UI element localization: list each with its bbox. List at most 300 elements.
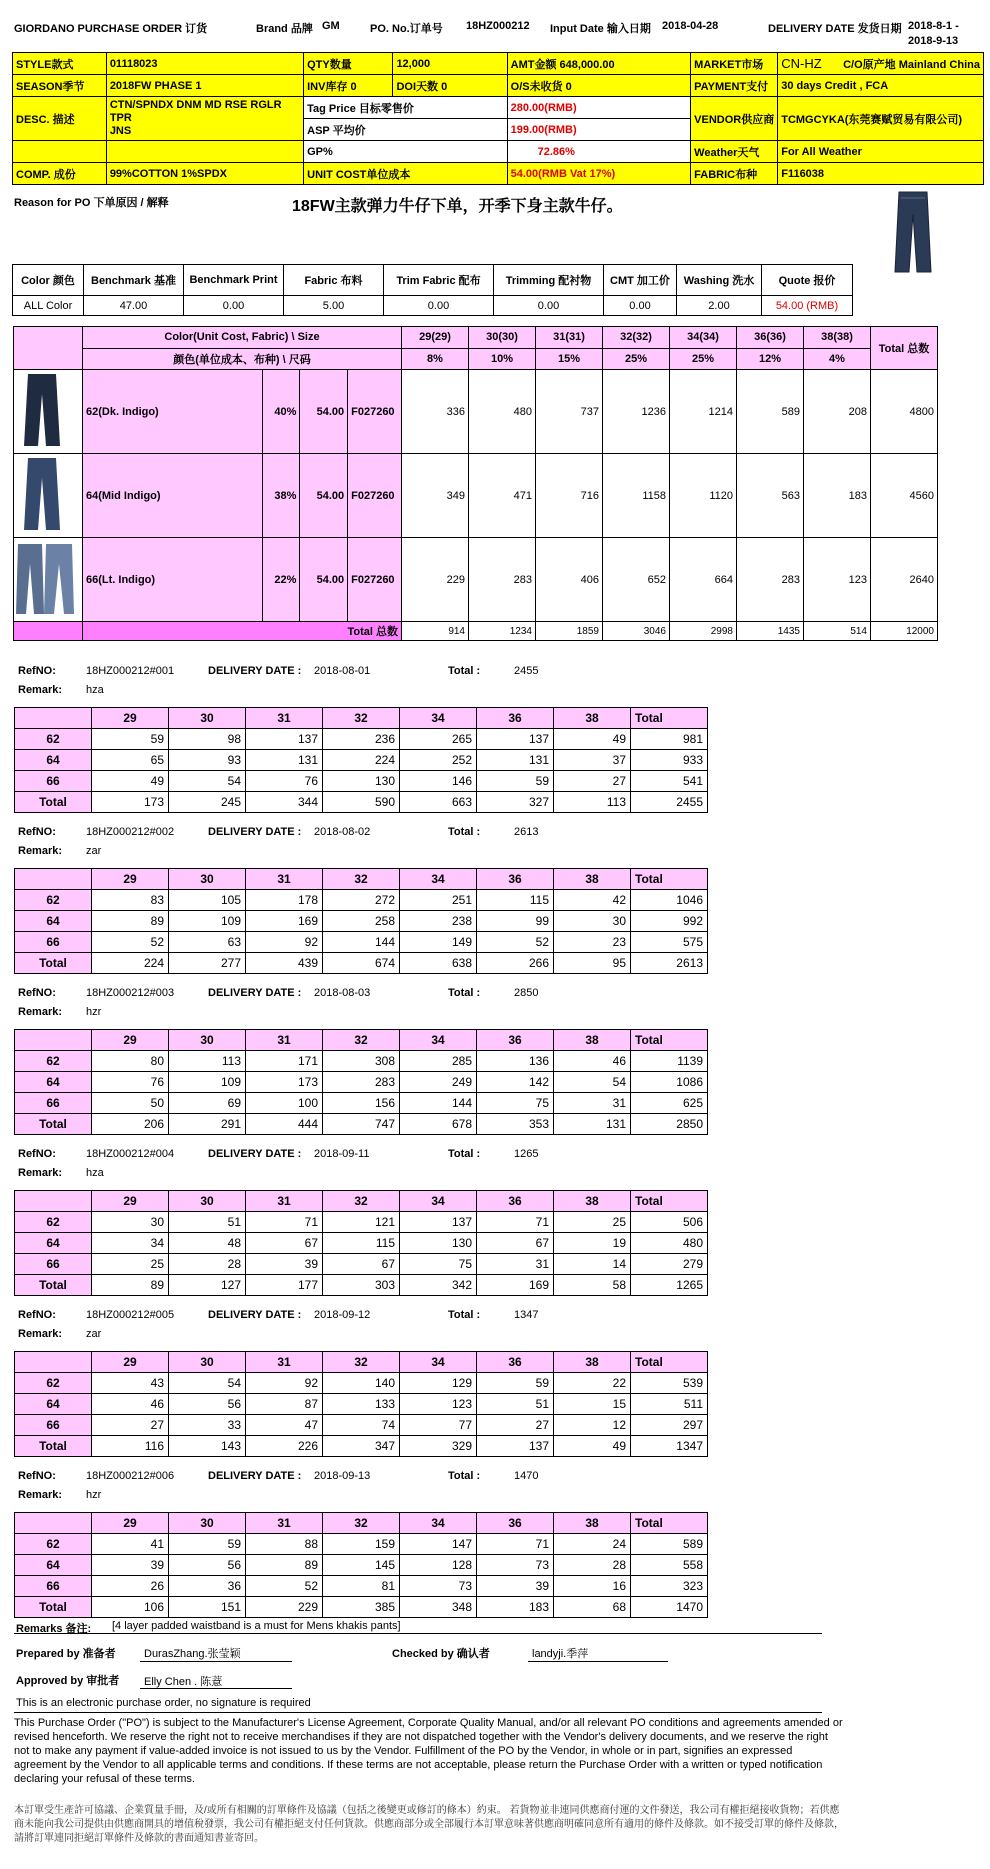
delivery-qty-cell: 65	[92, 750, 169, 771]
delivery-date: 2018-08-03	[314, 987, 371, 999]
product-image-cell	[14, 370, 83, 454]
cost-cell: 47.00	[84, 296, 184, 316]
total-label: Total :	[448, 987, 481, 999]
delivery-date-label: DELIVERY DATE :	[208, 665, 302, 677]
delivery-date-label: DELIVERY DATE :	[208, 1148, 302, 1160]
row-total: 2640	[871, 538, 938, 622]
delivery-date: 2018-08-01	[314, 665, 371, 677]
ratio-cell: 25%	[670, 348, 737, 370]
delivery-qty-cell: 308	[323, 1051, 400, 1072]
ref-label: RefNO:	[18, 665, 56, 677]
delivery-qty-cell: 323	[631, 1576, 708, 1597]
grand-total: 12000	[871, 622, 938, 641]
delivery-col-header: 38	[554, 708, 631, 729]
delivery-col-header: 32	[323, 869, 400, 890]
blank-cell	[106, 141, 303, 163]
cost-header: Quote 报价	[762, 265, 853, 296]
delivery-qty-cell: 146	[400, 771, 477, 792]
delivery-qty-cell: 73	[477, 1555, 554, 1576]
total-label: Total :	[448, 1470, 481, 1482]
doi-value: 0	[441, 80, 448, 93]
delivery-qty-cell: 56	[169, 1555, 246, 1576]
delivery-qty-cell: 75	[477, 1093, 554, 1114]
delivery-size-table	[14, 868, 708, 974]
grand-cell: 1859	[536, 622, 603, 641]
delivery-total-row	[15, 792, 708, 813]
delivery-qty-cell: 115	[323, 1233, 400, 1254]
total-label: Total :	[448, 826, 481, 838]
delivery-col-header: 29	[92, 1513, 169, 1534]
delivery-col-header: 29	[92, 869, 169, 890]
delivery-qty-cell: 54	[169, 771, 246, 792]
delivery-qty-cell: 19	[554, 1233, 631, 1254]
delivery-qty-cell: 109	[169, 1072, 246, 1093]
delivery-col-header: Total	[631, 1352, 708, 1373]
delivery-date: 2018-09-13	[314, 1470, 371, 1482]
delivery-qty-cell: 249	[400, 1072, 477, 1093]
delivery-qty-cell: 99	[477, 911, 554, 932]
delivery-col-header: 31	[246, 1513, 323, 1534]
delivery-size-table	[14, 1351, 708, 1457]
delivery-size-table	[14, 1029, 708, 1135]
remark-value: hzr	[86, 1006, 102, 1018]
delivery-qty-cell: 327	[477, 792, 554, 813]
size-col-header: 31(31)	[536, 327, 603, 349]
delivery-row-label: Total	[15, 953, 92, 974]
delivery-qty-cell: 638	[400, 953, 477, 974]
color-cost: 54.00	[300, 370, 348, 454]
delivery-qty-cell: 511	[631, 1394, 708, 1415]
color-name: 64(Mid Indigo)	[83, 454, 263, 538]
cost-header: CMT 加工价	[604, 265, 677, 296]
delivery-row	[15, 1394, 708, 1415]
delivery-qty-cell: 14	[554, 1254, 631, 1275]
delivery-col-header: 34	[400, 1191, 477, 1212]
delivery-qty-cell: 151	[169, 1597, 246, 1618]
delivery-qty-cell: 590	[323, 792, 400, 813]
qty-cell: 737	[536, 370, 603, 454]
delivery-qty-cell: 1086	[631, 1072, 708, 1093]
cost-cell: 2.00	[677, 296, 762, 316]
delivery-col-header: 32	[323, 1352, 400, 1373]
delivery-row-label: 62	[15, 1051, 92, 1072]
qty-cell: 716	[536, 454, 603, 538]
delivery-qty-cell: 169	[477, 1275, 554, 1296]
delivery-qty-cell: 88	[246, 1534, 323, 1555]
delivery-qty-cell: 27	[477, 1415, 554, 1436]
delivery-row	[15, 750, 708, 771]
delivery-qty-cell: 137	[400, 1212, 477, 1233]
delivery-col-header	[15, 1030, 92, 1051]
product-image-cell	[14, 538, 83, 622]
delivery-qty-cell: 30	[92, 1212, 169, 1233]
delivery-col-header: Total	[631, 869, 708, 890]
qty-cell: 208	[804, 370, 871, 454]
desc-value	[106, 97, 303, 141]
delivery-qty-cell: 992	[631, 911, 708, 932]
remark-label: Remark:	[18, 845, 63, 857]
delivery-qty-cell: 115	[477, 890, 554, 911]
delivery-row	[15, 890, 708, 911]
delivery-row-label: 64	[15, 1233, 92, 1254]
delivery-date-end: 2018-9-13	[908, 35, 959, 47]
cost-header: Trim Fabric 配布	[384, 265, 494, 296]
delivery-qty-cell: 25	[554, 1212, 631, 1233]
qty-cell: 283	[737, 538, 804, 622]
ratio-cell: 10%	[469, 348, 536, 370]
gp-value: 72.86%	[507, 141, 691, 163]
po-number: 18HZ000212	[466, 20, 530, 32]
vendor-value: TCMGCYKA(东莞赛赋贸易有限公司)	[778, 97, 984, 141]
color-row	[14, 454, 938, 538]
delivery-qty-cell: 54	[554, 1072, 631, 1093]
delivery-qty-cell: 59	[477, 1373, 554, 1394]
delivery-row-label: Total	[15, 1114, 92, 1135]
delivery-qty-cell: 539	[631, 1373, 708, 1394]
cost-header: Washing 洗水	[677, 265, 762, 296]
row-total: 4800	[871, 370, 938, 454]
remark-label: Remark:	[18, 1328, 63, 1340]
delivery-qty-cell: 76	[92, 1072, 169, 1093]
os-label: O/S未收货	[510, 80, 563, 93]
color-fabric: F027260	[348, 370, 402, 454]
delivery-col-header: 38	[554, 1352, 631, 1373]
delivery-qty-cell: 1046	[631, 890, 708, 911]
delivery-qty-cell: 251	[400, 890, 477, 911]
delivery-qty-cell: 297	[631, 1415, 708, 1436]
delivery-qty-cell: 77	[400, 1415, 477, 1436]
delivery-col-header	[15, 1352, 92, 1373]
delivery-qty-cell: 229	[246, 1597, 323, 1618]
qty-cell: 406	[536, 538, 603, 622]
color-cost: 54.00	[300, 538, 348, 622]
delivery-qty-cell: 272	[323, 890, 400, 911]
delivery-row-label: 64	[15, 1394, 92, 1415]
remark-label: Remark:	[18, 1006, 63, 1018]
delivery-qty-cell: 49	[92, 771, 169, 792]
cost-header: Benchmark 基准	[84, 265, 184, 296]
delivery-qty-cell: 87	[246, 1394, 323, 1415]
delivery-col-header: Total	[631, 1030, 708, 1051]
delivery-header-row	[15, 869, 708, 890]
remarks-text: [4 layer padded waistband is a must for Mens khakis pants]	[112, 1620, 401, 1632]
po-title: GIORDANO PURCHASE ORDER 订货	[14, 23, 208, 35]
checked-label: Checked by 确认者	[392, 1648, 490, 1660]
cost-cell: 5.00	[284, 296, 384, 316]
delivery-date-start: 2018-8-1 -	[908, 20, 959, 32]
delivery-col-header: 36	[477, 1352, 554, 1373]
delivery-qty-cell: 56	[169, 1394, 246, 1415]
delivery-qty-cell: 93	[169, 750, 246, 771]
doi-cell	[393, 75, 507, 97]
delivery-qty-cell: 46	[92, 1394, 169, 1415]
size-col-header: 38(38)	[804, 327, 871, 349]
delivery-col-header	[15, 708, 92, 729]
delivery-row-label: 66	[15, 1415, 92, 1436]
divider	[14, 1633, 822, 1634]
qty-cell: 1120	[670, 454, 737, 538]
delivery-qty-cell: 1139	[631, 1051, 708, 1072]
delivery-qty-cell: 291	[169, 1114, 246, 1135]
delivery-qty-cell: 39	[477, 1576, 554, 1597]
delivery-col-header: 36	[477, 1191, 554, 1212]
delivery-qty-cell: 747	[323, 1114, 400, 1135]
delivery-col-header: 36	[477, 1030, 554, 1051]
delivery-qty-cell: 252	[400, 750, 477, 771]
market-label: MARKET市场	[691, 53, 778, 75]
delivery-qty-cell: 303	[323, 1275, 400, 1296]
brand-label: Brand 品牌	[256, 23, 313, 35]
delivery-col-header: 29	[92, 1030, 169, 1051]
divider	[14, 1712, 822, 1713]
delivery-qty-cell: 105	[169, 890, 246, 911]
delivery-qty-cell: 63	[169, 932, 246, 953]
cost-header: Benchmark Print	[184, 265, 284, 296]
amount-label: AMT金额	[510, 58, 557, 71]
delivery-qty-cell: 59	[477, 771, 554, 792]
delivery-col-header: 31	[246, 1030, 323, 1051]
delivery-total-row	[15, 1275, 708, 1296]
delivery-qty-cell: 143	[169, 1436, 246, 1457]
delivery-col-header: 38	[554, 1191, 631, 1212]
delivery-qty-cell: 439	[246, 953, 323, 974]
delivery-qty-cell: 59	[169, 1534, 246, 1555]
delivery-size-table	[14, 1512, 708, 1618]
qty-cell: 664	[670, 538, 737, 622]
delivery-qty-cell: 71	[477, 1534, 554, 1555]
remark-label: Remark:	[18, 1167, 63, 1179]
vendor-label: VENDOR供应商	[691, 97, 778, 141]
delivery-qty-cell: 92	[246, 1373, 323, 1394]
delivery-col-header: 34	[400, 1513, 477, 1534]
delivery-qty-cell: 54	[169, 1373, 246, 1394]
delivery-qty-cell: 329	[400, 1436, 477, 1457]
delivery-qty-cell: 28	[169, 1254, 246, 1275]
delivery-qty-cell: 73	[400, 1576, 477, 1597]
delivery-qty-cell: 137	[477, 729, 554, 750]
ref-number: 18HZ000212#005	[86, 1309, 175, 1321]
comp-value: 99%COTTON 1%SPDX	[106, 163, 303, 185]
ref-number: 18HZ000212#004	[86, 1148, 175, 1160]
grand-cell: 514	[804, 622, 871, 641]
tag-price-label: Tag Price 目标零售价	[304, 97, 508, 119]
product-image-cell	[14, 454, 83, 538]
quote-cell: 54.00 (RMB)	[762, 296, 853, 316]
delivery-col-header: 30	[169, 1352, 246, 1373]
delivery-row-label: 66	[15, 1093, 92, 1114]
delivery-col-header: 32	[323, 708, 400, 729]
delivery-qty-cell: 131	[554, 1114, 631, 1135]
electronic-notice: This is an electronic purchase order, no signature is required	[16, 1697, 311, 1709]
delivery-qty-cell: 67	[323, 1254, 400, 1275]
delivery-col-header: 34	[400, 708, 477, 729]
delivery-qty-cell: 39	[246, 1254, 323, 1275]
legal-terms-cn: 本訂單受生產許可協議、企業質量手冊，及/或所有相關的訂單條件及協議（包括之後變更或修訂的條本）約束。 若貨物並非連同供應商付運的文件發送，我公司有權拒絕接收貨物；若供應商未能向我公司提供由供應商開具的增值稅發票，我公司有權拒絕支付任何貨款。供應商部分或全部履行本訂單意味著供應商明確同意所有適用的條件及條款。如不接受訂單的條件及條款，請將訂單連同拒絕訂單條件及條款的書面通知書並寄回。	[14, 1805, 844, 1844]
payment-label: PAYMENT支付	[691, 75, 778, 97]
delivery-qty-cell: 2455	[631, 792, 708, 813]
size-col-header: 32(32)	[603, 327, 670, 349]
delivery-qty-cell: 59	[92, 729, 169, 750]
delivery-qty-cell: 89	[92, 1275, 169, 1296]
os-value: 0	[565, 80, 572, 93]
qty-cell: 183	[804, 454, 871, 538]
delivery-qty-cell: 149	[400, 932, 477, 953]
remarks-label: Remarks 备注:	[16, 1623, 92, 1635]
delivery-qty-cell: 39	[92, 1555, 169, 1576]
delivery-col-header: 30	[169, 1513, 246, 1534]
delivery-qty-cell: 48	[169, 1233, 246, 1254]
delivery-qty-cell: 123	[400, 1394, 477, 1415]
delivery-col-header: 31	[246, 1352, 323, 1373]
grand-cell: 2998	[670, 622, 737, 641]
total-label: Total :	[448, 665, 481, 677]
po-header	[14, 20, 986, 47]
color-name: 62(Dk. Indigo)	[83, 370, 263, 454]
color-pct: 38%	[262, 454, 300, 538]
delivery-total-row	[15, 953, 708, 974]
delivery-col-header: 32	[323, 1030, 400, 1051]
delivery-date: 2018-09-11	[314, 1148, 370, 1160]
delivery-qty-cell: 506	[631, 1212, 708, 1233]
cost-breakdown-table	[12, 264, 853, 316]
row-total: 4560	[871, 454, 938, 538]
delivery-qty-cell: 89	[92, 911, 169, 932]
inv-cell	[304, 75, 393, 97]
total-label: Total :	[448, 1309, 481, 1321]
reason-label: Reason for PO 下单原因 / 解释	[14, 197, 169, 209]
delivery-qty-cell: 76	[246, 771, 323, 792]
color-pct: 40%	[262, 370, 300, 454]
delivery-qty-cell: 206	[92, 1114, 169, 1135]
desc-label: DESC. 描述	[13, 97, 107, 141]
tag-price-value: 280.00(RMB)	[507, 97, 691, 119]
delivery-col-header: 36	[477, 708, 554, 729]
delivery-qty-cell: 224	[323, 750, 400, 771]
color-row	[14, 370, 938, 454]
cost-header: Fabric 布料	[284, 265, 384, 296]
delivery-qty-cell: 27	[554, 771, 631, 792]
delivery-col-header: 31	[246, 1191, 323, 1212]
total-value: 2850	[514, 987, 539, 999]
delivery-row	[15, 771, 708, 792]
delivery-header-row	[15, 1191, 708, 1212]
input-date: 2018-04-28	[662, 20, 719, 32]
desc-line-2: JNS	[109, 125, 132, 137]
delivery-row	[15, 729, 708, 750]
delivery-qty-cell: 89	[246, 1555, 323, 1576]
delivery-qty-cell: 67	[246, 1233, 323, 1254]
delivery-col-header: 31	[246, 708, 323, 729]
origin-label: C/O原产地	[843, 58, 896, 71]
delivery-col-header: 30	[169, 869, 246, 890]
brand-value: GM	[322, 20, 340, 32]
delivery-qty-cell: 98	[169, 729, 246, 750]
delivery-row	[15, 911, 708, 932]
remark-value: zar	[86, 1328, 102, 1340]
qty-cell: 336	[402, 370, 469, 454]
ratio-cell: 25%	[603, 348, 670, 370]
delivery-qty-cell: 69	[169, 1093, 246, 1114]
delivery-row-label: 66	[15, 771, 92, 792]
delivery-col-header: 34	[400, 1352, 477, 1373]
qty-cell: 1236	[603, 370, 670, 454]
fabric-label: FABRIC布种	[691, 163, 778, 185]
delivery-qty-cell: 129	[400, 1373, 477, 1394]
delivery-qty-cell: 24	[554, 1534, 631, 1555]
delivery-col-header: 30	[169, 1030, 246, 1051]
color-fabric: F027260	[348, 538, 402, 622]
delivery-qty-cell: 58	[554, 1275, 631, 1296]
weather-value: For All Weather	[778, 141, 984, 163]
total-value: 1470	[514, 1470, 539, 1482]
delivery-row-label: 64	[15, 1555, 92, 1576]
prepared-name: DurasZhang.张莹颖	[144, 1648, 241, 1660]
delivery-col-header: 29	[92, 1352, 169, 1373]
delivery-header-row	[15, 1030, 708, 1051]
delivery-row	[15, 1254, 708, 1275]
remark-value: hza	[86, 684, 104, 696]
delivery-qty-cell: 95	[554, 953, 631, 974]
delivery-qty-cell: 16	[554, 1576, 631, 1597]
delivery-qty-cell: 31	[477, 1254, 554, 1275]
delivery-qty-cell: 265	[400, 729, 477, 750]
delivery-qty-cell: 133	[323, 1394, 400, 1415]
reason-text: 18FW主款弹力牛仔下单，开季下身主款牛仔。	[292, 198, 623, 215]
delivery-date-label: DELIVERY DATE :	[208, 1470, 302, 1482]
delivery-qty-cell: 75	[400, 1254, 477, 1275]
delivery-qty-cell: 28	[554, 1555, 631, 1576]
delivery-row-label: 62	[15, 890, 92, 911]
delivery-row-label: 64	[15, 750, 92, 771]
delivery-qty-cell: 131	[477, 750, 554, 771]
delivery-col-header: 34	[400, 1030, 477, 1051]
delivery-qty-cell: 52	[477, 932, 554, 953]
delivery-qty-cell: 34	[92, 1233, 169, 1254]
fabric-value: F116038	[778, 163, 984, 185]
delivery-col-header: 29	[92, 1191, 169, 1212]
delivery-row	[15, 1233, 708, 1254]
delivery-qty-cell: 74	[323, 1415, 400, 1436]
delivery-row	[15, 1576, 708, 1597]
input-date-label: Input Date 输入日期	[550, 23, 651, 35]
unit-cost-label: UNIT COST单位成本	[304, 163, 508, 185]
qty-cell: 123	[804, 538, 871, 622]
total-col-header: Total 总数	[871, 327, 938, 370]
jeans-mid-image	[14, 454, 76, 534]
delivery-qty-cell: 625	[631, 1093, 708, 1114]
delivery-qty-cell: 47	[246, 1415, 323, 1436]
delivery-date-label: DELIVERY DATE 发货日期	[768, 23, 902, 35]
delivery-date-label: DELIVERY DATE :	[208, 987, 302, 999]
delivery-qty-cell: 12	[554, 1415, 631, 1436]
desc-line-1: CTN/SPNDX DNM MD RSE RGLR TPR	[109, 99, 282, 124]
delivery-row-label: 62	[15, 729, 92, 750]
delivery-size-table	[14, 1190, 708, 1296]
delivery-qty-cell: 173	[246, 1072, 323, 1093]
total-label: Total :	[448, 1148, 481, 1160]
total-value: 1265	[514, 1148, 539, 1160]
delivery-qty-cell: 26	[92, 1576, 169, 1597]
delivery-qty-cell: 22	[554, 1373, 631, 1394]
delivery-qty-cell: 52	[246, 1576, 323, 1597]
delivery-qty-cell: 49	[554, 1436, 631, 1457]
delivery-total-row	[15, 1114, 708, 1135]
prepared-label: Prepared by 准备者	[16, 1648, 116, 1660]
delivery-qty-cell: 31	[554, 1093, 631, 1114]
delivery-qty-cell: 37	[554, 750, 631, 771]
delivery-qty-cell: 1347	[631, 1436, 708, 1457]
doi-label: DOI天数	[396, 80, 438, 93]
